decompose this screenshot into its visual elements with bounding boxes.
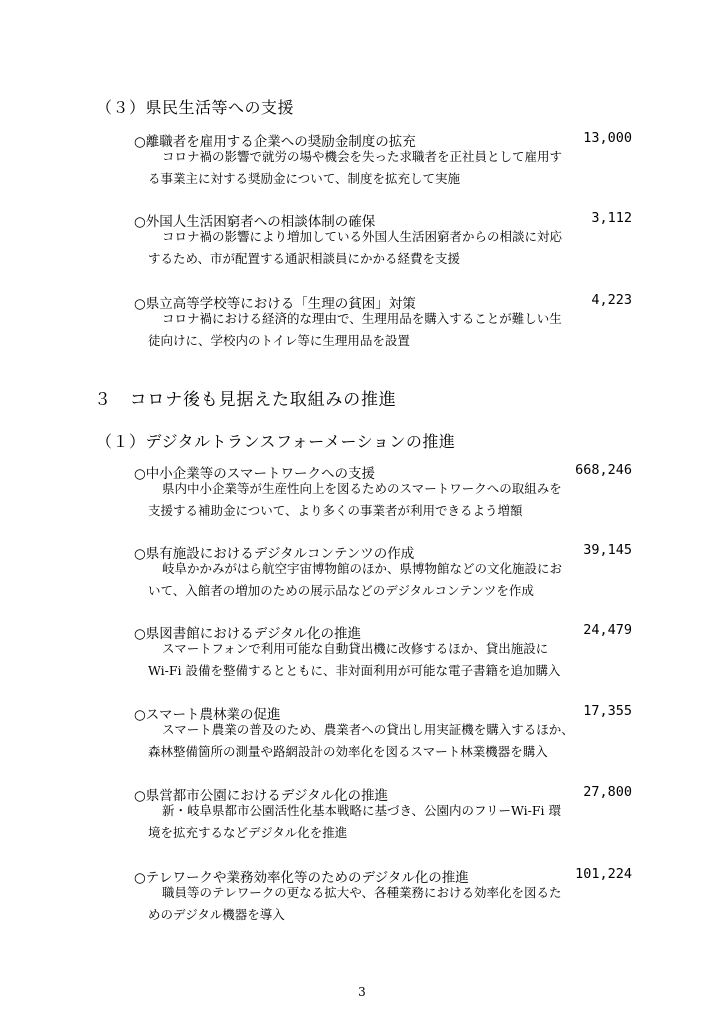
item-description	[148, 719, 638, 763]
description-line: 岐阜かかみがはら航空宇宙博物館のほか、県博物館などの文化施設にお	[162, 561, 563, 576]
description-line: 森林整備箇所の測量や路網設計の効率化を図るスマート林業機器を購入	[148, 744, 548, 759]
item-description	[148, 800, 638, 844]
description-line: る事業主に対する奨励金について、制度を拡充して実施	[148, 171, 461, 186]
item-description	[148, 308, 638, 352]
item-amount: 3,112	[591, 210, 632, 226]
item-amount: 24,479	[583, 622, 632, 638]
item-amount: 4,223	[591, 292, 632, 308]
description-line: めのデジタル機器を導入	[148, 907, 285, 922]
item-description	[148, 882, 638, 926]
description-line: いて、入館者の増加のための展示品などのデジタルコンテンツを作成	[148, 583, 534, 598]
description-line: コロナ禍における経済的な理由で、生理用品を購入することが難しい生	[162, 311, 562, 326]
section-heading: （１）デジタルトランスフォーメーションの推進	[96, 432, 456, 451]
description-line: 県内中小企業等が生産性向上を図るためのスマートワークへの取組みを	[162, 481, 562, 496]
item-title: ○県営都市公園におけるデジタル化の推進	[134, 788, 388, 804]
item-amount: 101,224	[575, 866, 632, 882]
item-amount: 13,000	[583, 130, 632, 146]
item-description	[148, 558, 638, 602]
description-line: するため、市が配置する通訳相談員にかかる経費を支援	[148, 251, 461, 266]
chapter-heading: ３ コロナ後も見据えた取組みの推進	[94, 390, 397, 410]
item-description	[148, 226, 638, 270]
item-title: ○県立高等学校等における「生理の貧困」対策	[134, 296, 416, 312]
description-line: 境を拡充するなどデジタル化を推進	[148, 825, 348, 840]
description-line: 新・岐阜県都市公園活性化基本戦略に基づき、公園内のフリーWi-Fi 環	[162, 803, 561, 818]
description-line: 職員等のテレワークの更なる拡大や、各種業務における効率化を図るた	[162, 885, 562, 900]
item-title: ○スマート農林業の促進	[134, 707, 281, 723]
item-amount: 668,246	[575, 462, 632, 478]
item-title: ○離職者を雇用する企業への奨励金制度の拡充	[134, 134, 416, 150]
item-amount: 39,145	[583, 542, 632, 558]
item-title: ○県有施設におけるデジタルコンテンツの作成	[134, 546, 415, 562]
description-line: 支援する補助金について、より多くの事業者が利用できるよう増額	[148, 503, 523, 518]
item-amount: 27,800	[583, 784, 632, 800]
page-number: 3	[358, 985, 366, 999]
description-line: 徒向けに、学校内のトイレ等に生理用品を設置	[148, 333, 410, 348]
description-line: コロナ禍の影響で就労の場や機会を失った求職者を正社員として雇用す	[162, 149, 563, 164]
item-description	[148, 638, 638, 682]
description-line: コロナ禍の影響により増加している外国人生活困窮者からの相談に対応	[162, 229, 563, 244]
section-heading: （３）県民生活等への支援	[96, 98, 295, 117]
item-title: ○中小企業等のスマートワークへの支援	[134, 466, 376, 482]
description-line: スマート農業の普及のため、農業者への貸出し用実証機を購入するほか、	[162, 722, 574, 737]
item-description	[148, 478, 638, 522]
description-line: Wi-Fi 設備を整備するとともに、非対面利用が可能な電子書籍を追加購入	[148, 663, 561, 678]
item-description	[148, 146, 638, 190]
item-title: ○テレワークや業務効率化等のためのデジタル化の推進	[134, 870, 469, 886]
item-title: ○県図書館におけるデジタル化の推進	[134, 626, 361, 642]
item-amount: 17,355	[583, 703, 632, 719]
description-line: スマートフォンで利用可能な自動貸出機に改修するほか、貸出施設に	[162, 641, 549, 656]
item-title: ○外国人生活困窮者への相談体制の確保	[134, 214, 376, 230]
